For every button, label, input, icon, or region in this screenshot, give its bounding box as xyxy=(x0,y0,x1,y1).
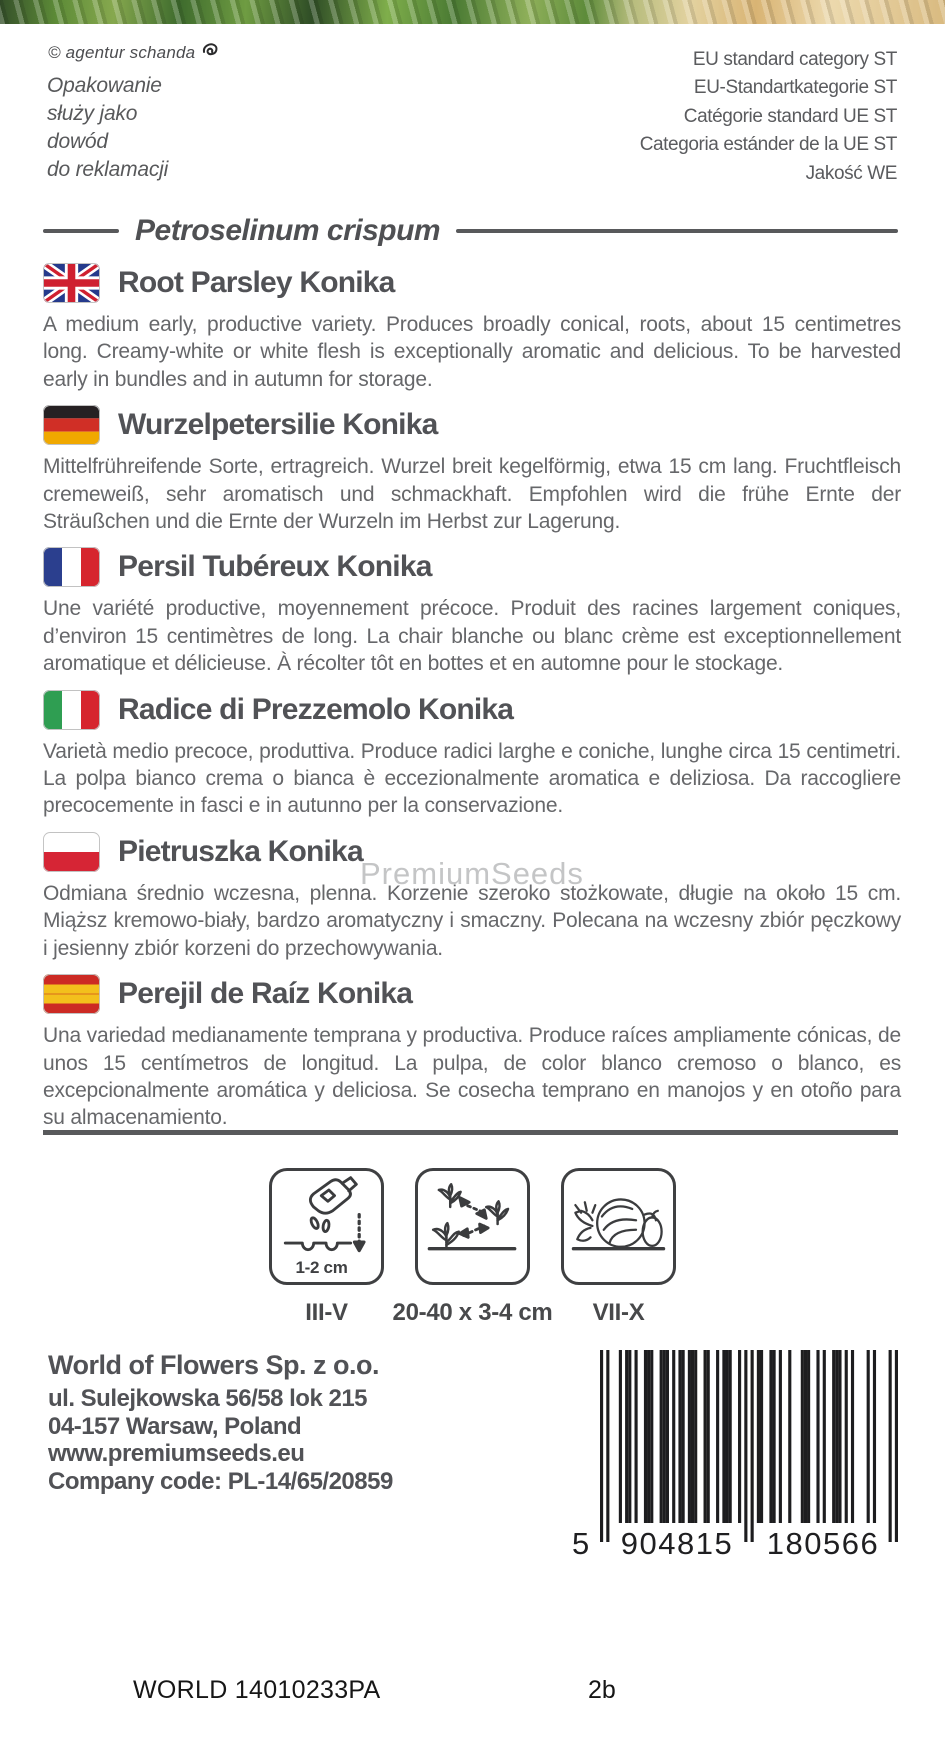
variety-description-fr: Une variété productive, moyennement précoce. Produit des racines largement coniques, d’environ 15 centimètres de long. La chair blanche ou blanc crème est exceptionnellement aromatique et délicieuse. À récolter tôt en bottes et en automne pour le stockage. xyxy=(43,597,901,676)
claim-line: do reklamacji xyxy=(47,158,169,181)
spacing-label: 20-40 x 3-4 cm xyxy=(392,1299,553,1326)
variety-heading-es: Perejil de Raíz Konika xyxy=(118,977,413,1011)
title-rule-left xyxy=(43,229,119,234)
france-flag-icon xyxy=(43,547,100,587)
footer-batch-code: WORLD 14010233PA xyxy=(133,1676,381,1704)
eu-category-block xyxy=(640,46,897,188)
sowing-depth-label: 1-2 cm xyxy=(295,1258,348,1277)
claim-line: Opakowanie xyxy=(47,74,162,97)
variety-heading-fr: Persil Tubéreux Konika xyxy=(118,550,432,584)
eu-category-line: Jakość WE xyxy=(805,162,897,184)
variety-heading-it: Radice di Prezzemolo Konika xyxy=(118,692,514,726)
germany-flag-icon xyxy=(43,405,100,445)
barcode-digits-left: 904815 xyxy=(620,1526,734,1561)
species-title: Petroselinum crispum xyxy=(135,214,441,247)
producer-address-line: 04-157 Warsaw, Poland xyxy=(48,1412,302,1440)
variety-description-it: Varietà medio precoce, produttiva. Produce radici larghe e coniche, lunghe circa 15 centimetri. La polpa bianco crema o bianca è eccezionalmente aromatica e deliziosa. Da raccogliere precocemente in fasci e in autunno per la conservazione. xyxy=(43,739,901,818)
section-french xyxy=(43,547,901,677)
barcode-digit-first: 5 xyxy=(572,1526,591,1561)
section-polish xyxy=(43,832,901,962)
section-italian xyxy=(43,690,901,820)
packaging-claim xyxy=(47,72,168,184)
ean13-barcode xyxy=(572,1350,898,1565)
harvest-period-label: VII-X xyxy=(592,1299,645,1326)
species-title-row xyxy=(43,212,898,250)
title-rule-right xyxy=(456,229,898,234)
producer-name: World of Flowers Sp. z o.o. xyxy=(48,1350,380,1380)
uk-flag-icon xyxy=(43,263,100,303)
claim-line: służy jako xyxy=(47,102,138,125)
barcode-bars xyxy=(600,1350,898,1542)
plant-spacing-icon xyxy=(418,1171,527,1282)
producer-company-code: Company code: PL-14/65/20859 xyxy=(48,1467,393,1495)
barcode-digits-right: 180566 xyxy=(766,1526,880,1561)
variety-heading-pl: Pietruszka Konika xyxy=(118,834,363,868)
variety-description-es: Una variedad medianamente temprana y productiva. Produce raíces ampliamente cónicas, de unos 15 centímetros de longitud. La pulpa, de color blanco cremoso o blanco, es excepcionalmente aromática y deliciosa. Se cosecha temprano en manojos y en otoño para su almacenamiento. xyxy=(43,1024,901,1130)
copyright-text: © agentur schanda xyxy=(48,42,196,62)
section-english xyxy=(43,263,901,393)
plant-photo-strip xyxy=(0,0,945,24)
agency-logo-icon xyxy=(201,42,219,63)
harvest-icon xyxy=(564,1171,673,1282)
producer-website: www.premiumseeds.eu xyxy=(48,1440,305,1468)
spain-flag-icon xyxy=(43,974,100,1014)
section-spanish xyxy=(43,974,901,1132)
claim-line: dowód xyxy=(47,130,108,153)
section-german xyxy=(43,405,901,535)
producer-block xyxy=(48,1350,393,1495)
sowing-period-label: III-V xyxy=(305,1299,348,1326)
producer-address-line: ul. Sulejkowska 56/58 lok 215 xyxy=(48,1385,368,1412)
eu-category-line: Categoria estánder de la UE ST xyxy=(639,134,897,156)
language-sections xyxy=(43,258,901,1132)
spacing-pictogram xyxy=(392,1168,553,1327)
premiumseeds-watermark: PremiumSeeds xyxy=(360,856,584,891)
variety-description-en: A medium early, productive variety. Produces broadly conical, roots, about 15 centimetres long. Creamy-white or white flesh is exceptionally aromatic and delicious. To be harvested early in bundles and in autumn for storage. xyxy=(43,313,901,391)
variety-heading-en: Root Parsley Konika xyxy=(118,266,395,299)
italy-flag-icon xyxy=(43,690,100,730)
copyright-line xyxy=(48,42,219,63)
poland-flag-icon xyxy=(43,832,100,872)
variety-description-de: Mittelfrühreifende Sorte, ertragreich. Wurzel breit kegelförmig, etwa 15 cm lang. Fruchtfleisch cremeweiß, sehr aromatisch und schmackhaft. Empfohlen wird die frühe Ernte der Sträußchen und die Ernte der Wurzeln im Herbst zur Lagerung. xyxy=(43,455,901,534)
variety-description-pl: Odmiana średnio wczesna, plenna. Korzenie szeroko stożkowate, długie na około 15 cm. Miąższ kremowo-biały, bardzo aromatyczny i smaczny. Polecana na wczesny zbiór pęczkowy i jesienny zbiór korzeni do przechowywania. xyxy=(43,881,901,960)
eu-category-line: EU-Standartkategorie ST xyxy=(693,77,897,99)
footer-page-code: 2b xyxy=(588,1676,616,1704)
eu-category-line: Catégorie standard UE ST xyxy=(683,105,897,127)
eu-category-line: EU standard category ST xyxy=(692,49,897,70)
variety-heading-de: Wurzelpetersilie Konika xyxy=(118,408,438,442)
harvest-pictogram xyxy=(561,1168,676,1327)
pictogram-row xyxy=(0,1168,945,1327)
sowing-pictogram xyxy=(269,1168,384,1327)
section-divider xyxy=(43,1130,898,1135)
